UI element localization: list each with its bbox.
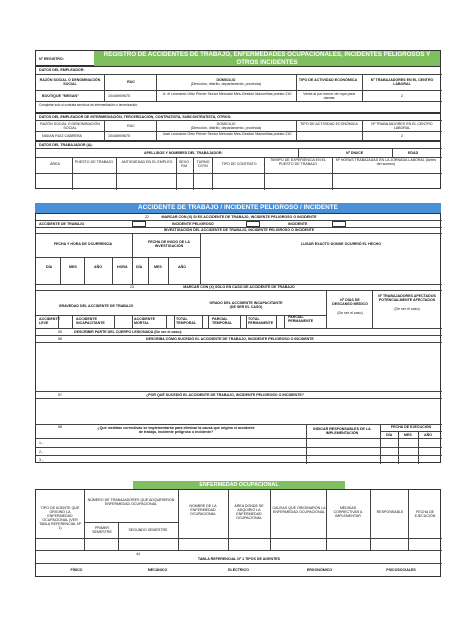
employer-ruc-value: 10446909675 [108, 94, 130, 98]
employer-domicilio-header: DOMICILIO [216, 78, 236, 82]
fecha-hora-label: FECHA Y HORA DE OCURRENCIA [53, 242, 113, 246]
grado-label: GRADO DEL ACCIDENTE INCAPACITANTE (DE SER EL CASO) [209, 301, 283, 309]
employer-actividad-value: Venta al por menor de ropa para damas [303, 92, 355, 100]
worker-col-contrato: TIPO DE CONTRATO [221, 162, 257, 166]
fecha-anio-label: AÑO [94, 265, 102, 269]
intermediary-domicilio-sub: (Dirección, distrito, departamento, provincia) [190, 126, 262, 130]
agente-fisico: FÍSICO [70, 568, 83, 572]
worker-section-title: DATOS DEL TRABAJADOR (A): [39, 143, 93, 147]
worker-col-turno: TURNO D/T/N [196, 160, 210, 168]
enf-col-fecha: FECHA DE EJECUCIÓN [414, 510, 436, 518]
enf-primer-semestre: PRIMER SEMESTRE [92, 526, 112, 534]
employer-trabajadores-value: 2 [401, 94, 403, 98]
gravedad-incapacitante: ACCIDENTE INCAPACITANTE [76, 317, 105, 325]
worker-section [35, 141, 441, 189]
dias-descanso-sub: (De ser el caso) [337, 311, 363, 315]
agente-electrico: ELÉCTRICO [228, 568, 249, 572]
enf-col-area: ÁREA DONDE SE ADQUIRIÓ LA ENFERMEDAD OCUPACIONAL [234, 504, 264, 520]
intermediary-razon-value: NIDIAN RUIZ CABRERA [42, 134, 82, 138]
medida-row-3: 3.- [39, 458, 44, 462]
dias-descanso-label: Nº DÍAS DE DESCANSO MÉDICO [332, 298, 368, 306]
enfermedad-banner: ENFERMEDAD OCUPACIONAL [133, 481, 345, 489]
gravedad-mortal: ACCIDENTE MORTAL [134, 317, 155, 325]
option-accidente-trabajo: ACCIDENTE DE TRABAJO [39, 222, 85, 226]
intermediary-domicilio-header: DOMICILIO [216, 122, 236, 126]
fecha-inicio-label: FECHA DE INICIO DE LA INVESTIGACIÓN [148, 240, 190, 248]
fecha-dia-label: DÍA [46, 265, 53, 269]
ejec-anio-label: AÑO [424, 433, 432, 437]
worker-col-puesto: PUESTO DE TRABAJO [74, 160, 114, 164]
field-number-23: 23 [130, 285, 134, 289]
header-box [35, 50, 441, 66]
describir-parte-label: DESCRIBIR PARTE DEL CUERPO LESIONADA (De ser el caso): [74, 330, 182, 334]
gravedad-label: GRAVEDAD DEL ACCIDENTE DE TRABAJO [58, 304, 134, 308]
field-number-57: 57 [58, 393, 62, 397]
intermediary-trabajadores-value: 2 [401, 134, 403, 138]
intermediary-ruc-value: 10446909675 [108, 134, 130, 138]
fecha-mes-label: MES [69, 265, 77, 269]
worker-col-sexo: SEXO F/M [179, 160, 189, 168]
intermediary-section-title: DATOS DEL EMPLEADOR DE INTERMEDIACIÓN, TERCERIZACIÓN, CONTRATISTA, SUBCONTRATISTA, OTROS: [39, 115, 232, 119]
employer-trabajadores-header: Nº TRABAJADORES EN EL CENTRO LABORAL [370, 78, 434, 86]
enf-segundo-semestre: SEGUNDO SEMESTRE [128, 528, 168, 532]
gravedad-leve: ACCIDENTE LEVE [39, 317, 60, 325]
employer-section-title: DATOS DEL EMPLEADOR: [39, 68, 85, 72]
enf-col-medidas: MEDIDAS CORRECTIVAS A IMPLEMENTAR [333, 506, 363, 518]
medida-row-1: 1.- [39, 441, 44, 445]
worker-col-area: ÁREA [50, 162, 60, 166]
por-que-label: ¿POR QUÉ SUCEDIÓ EL ACCIDENTE DE TRABAJO, INCIDENTE PELIGROSO O INCIDENTE? [146, 393, 304, 397]
agente-mecanico: MECÁNICO [147, 568, 168, 572]
option-incidente: INCIDENTE [288, 222, 308, 226]
enf-col-nombre: NOMBRE DE LA ENFERMEDAD OCUPACIONAL [189, 504, 217, 516]
investigacion-label: INVESTIGACIÓN DEL ACCIDENTE DE TRABAJO, INCIDENTE PELIGROSO O INCIDENTE [163, 228, 315, 232]
employer-domicilio-sub: (Dirección, distrito, departamento, provincia) [190, 82, 262, 86]
enf-col-numero: NÚMERO DE TRABAJADORES QUE ADQUIRIERON ENFERMEDAD OCUPACIONAL [87, 498, 175, 506]
worker-col-antiguedad: ANTIGÜEDAD EN EL EMPLEO [121, 160, 173, 164]
describa-label: DESCRIBA CÓMO SUCEDIÓ EL ACCIDENTE DE TRABAJO, INCIDENTE PELIGROSO O INCIDENTE [146, 337, 314, 341]
agente-psicosociales: PSICOSOCIALES [386, 568, 416, 572]
employer-razon-header: RAZÓN SOCIAL O DENOMINACIÓN SOCIAL [39, 78, 101, 86]
employer-section [35, 66, 441, 113]
employer-razon-value: BOUTIQUE "MEGAN" [42, 94, 79, 98]
employer-note: Completar solo si contrata servicios de intermediación o tercerización: [39, 103, 138, 107]
form-title: REGISTRO DE ACCIDENTES DE TRABAJO, ENFERMEDADES OCUPACIONALES, INCIDENTES PELIGROSOS Y OTROS INCIDENTES [94, 51, 440, 66]
worker-apellidos-label: APELLIDOS Y NOMBRES DEL TRABAJADOR: [144, 151, 223, 155]
inicio-mes-label: MES [154, 265, 162, 269]
inicio-anio-label: AÑO [178, 265, 186, 269]
employer-domicilio-value: Jr. el Leonardo Ortiz Primer Sector Mercado Mes-Gestión Manuelitas puesto 210 [162, 92, 292, 96]
form-page [35, 50, 441, 586]
employer-ruc-header: RUC [127, 80, 135, 84]
medidas-label: ¿Qué medidas correctivas se implementarán para eliminar la causa que originó el accidente de trabajo, incidente peligroso o incidente? [97, 426, 255, 434]
worker-edad-label: EDAD [408, 151, 419, 155]
marcar-solo-label: MARCAR CON (X) SÓLO EN CASO DE ACCIDENTE DE TRABAJO [183, 285, 295, 289]
medida-row-2: 2.- [39, 450, 44, 454]
field-number-56: 56 [58, 337, 62, 341]
ejec-mes-label: MES [404, 433, 412, 437]
responsable-label: INDICAR RESPONSABLES DE LA IMPLEMENTACIÓN [313, 427, 371, 435]
worker-col-horas: Nº HORAS TRABAJADAS EN LA JORNADA LABORAL (Antes del suceso) [335, 158, 437, 166]
accident-banner: ACCIDENTE DE TRABAJO / INCIDENTE PELIGROSO / INCIDENTE [35, 203, 441, 213]
intermediary-ruc-header: RUC [127, 124, 135, 128]
enf-col-causas: CAUSAS QUE ORIGINARON LA ENFERMEDAD OCUPACIONAL [272, 506, 326, 514]
grado-total-temporal: TOTAL TEMPORAL [176, 317, 197, 325]
accident-section [35, 213, 441, 463]
intermediary-actividad-header: TIPO DE ACTIVIDAD ECONÓMICA [300, 122, 358, 126]
inicio-dia-label: DÍA [136, 265, 143, 269]
intermediary-section [35, 113, 441, 141]
accident-marcar-label: MARCAR CON (X) SI ES ACCIDENTE DE TRABAJO, INCIDENTE PELIGROSO O INCIDENTE [161, 215, 317, 219]
tabla-referencial-label: TABLA REFERENCIAL Nº 1 TIPOS DE AGENTES [197, 557, 281, 561]
afectados-label: Nº TRABAJADORES AFECTADOS POTENCIALMENTE AFECTADOS [378, 294, 436, 302]
field-number-55: 55 [58, 330, 62, 334]
grado-parcial-permanente: PARCIAL PERMANENTE [288, 315, 314, 323]
employer-actividad-header: TIPO DE ACTIVIDAD ECONÓMICA [298, 78, 358, 82]
lugar-label: LUGAR EXACTO DONDE OCURRIÓ EL HECHO [300, 242, 382, 246]
agente-ergonomico: ERGONÓMICO [306, 568, 333, 572]
registro-label: Nº REGISTRO: [39, 57, 64, 61]
fecha-hora-sub-label: HORA [117, 265, 128, 269]
intermediary-trabajadores-header: Nº TRABAJADORES EN EL CENTRO LABORAL [371, 122, 433, 130]
grado-total-permanente: TOTAL PERMANENTE [248, 317, 274, 325]
afectados-sub: (De ser el caso) [394, 307, 420, 311]
field-number-44: 44 [136, 552, 140, 556]
field-number-58: 58 [58, 425, 62, 429]
fecha-ejec-label: FECHA DE EJECUCIÓN [390, 425, 432, 429]
worker-col-experiencia: TIEMPO DE EXPERIENCIA EN EL PUESTO DE TRABAJO [269, 158, 327, 166]
grado-parcial-temporal: PARCIAL TEMPORAL [212, 317, 233, 325]
enf-col-responsable: RESPONSABLE [376, 510, 404, 514]
enfermedad-section [35, 489, 441, 577]
option-incidente-peligroso: INCIDENTE PELIGROSO [172, 222, 214, 226]
intermediary-razon-header: RAZÓN SOCIAL O DENOMINACIÓN SOCIAL [40, 122, 100, 130]
enf-col-agente: TIPO DE AGENTE QUE ORIGINÓ LA ENFERMEDAD OCUPACIONAL (VER TABLA REFERENCIAL Nº 1) [39, 506, 81, 530]
ejec-dia-label: DÍA [386, 433, 393, 437]
intermediary-domicilio-value: José Leonardo Ortiz Primer Sector Mercado Mes-Gestión Manuelitas puesto 210 [162, 132, 292, 136]
worker-dni-label: Nº DNI/CE [346, 151, 364, 155]
field-number-22: 22 [145, 215, 149, 219]
